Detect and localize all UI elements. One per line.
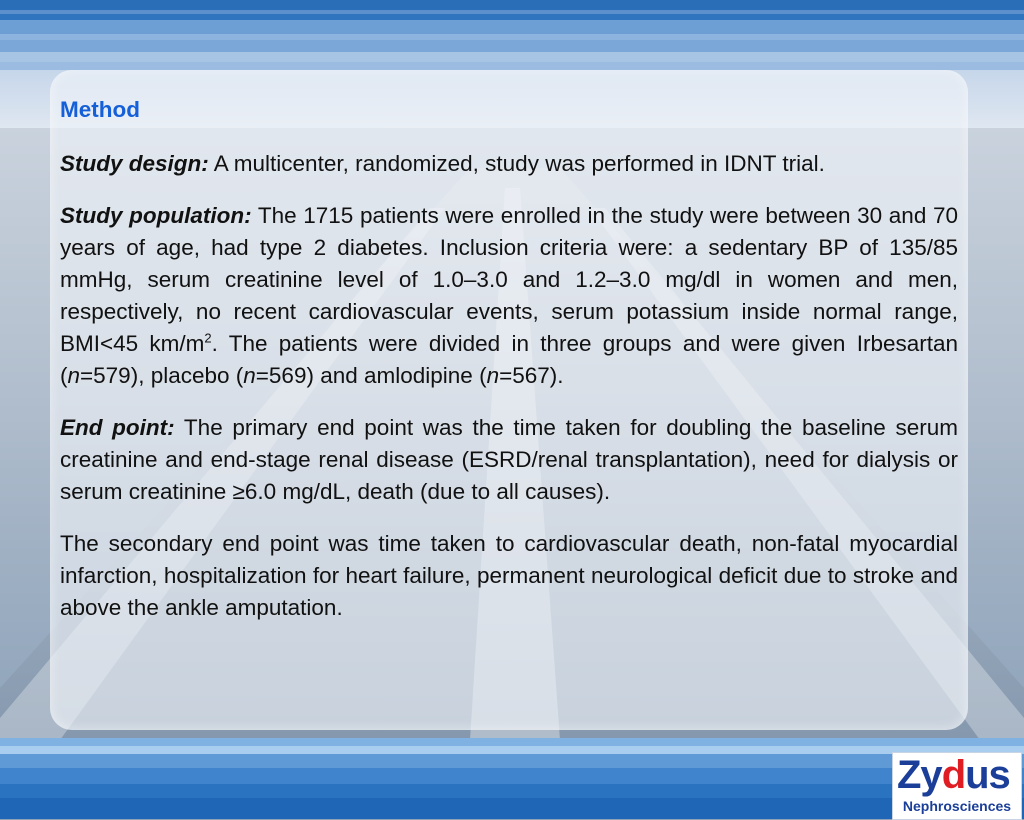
amlodipine-n-value: =567).	[499, 363, 564, 388]
n-label-3: n	[486, 363, 500, 388]
zydus-logo	[892, 752, 1022, 820]
study-population-paragraph	[60, 200, 958, 392]
logo-text-d: d	[941, 753, 966, 797]
study-population-text-1: The 1715 patients were enrolled in the study were between 30 and 70 years of age, had type 2 diabetes. Inclusion criteria were: a sedentary BP of 135/85 mmHg, serum creatinine level of 1.0–3.0 and 1.2–3.0 mg/dl in women and men, respectively, no recent cardiovascular events, serum potassium inside normal range, BMI<45 km/m	[60, 203, 958, 356]
study-design-paragraph	[60, 148, 958, 180]
logo-subtitle: Nephrosciences	[902, 798, 1012, 814]
secondary-end-point-paragraph: The secondary end point was time taken to cardiovascular death, non-fatal myocardial infarction, hospitalization for heart failure, permanent neurological deficit due to stroke and above the ankle amputation.	[60, 531, 958, 620]
slide-content	[60, 96, 958, 644]
n-label-1: n	[67, 363, 81, 388]
irbesartan-n-value: =579), placebo (	[80, 363, 244, 388]
end-point-text: The primary end point was the time taken for doubling the baseline serum creatinine and end-stage renal disease (ESRD/renal transplantation), need for dialysis or serum creatinine ≥6.0 mg/dL, death (due to all causes).	[60, 415, 958, 504]
logo-wordmark	[897, 753, 1021, 797]
study-population-label: Study population:	[60, 203, 252, 228]
study-population-text-2: . The patients were divided in three groups and were given Irbesartan (	[60, 331, 959, 388]
logo-text-zy: Zy	[897, 753, 942, 797]
footer-band	[0, 738, 1024, 819]
logo-text-us: us	[965, 753, 1010, 797]
end-point-paragraph	[60, 412, 958, 508]
superscript-2: 2	[204, 330, 212, 346]
end-point-label: End point:	[60, 415, 175, 440]
section-heading: Method	[60, 97, 140, 122]
placebo-n-value: =569) and amlodipine (	[255, 363, 487, 388]
study-design-text: A multicenter, randomized, study was performed in IDNT trial.	[208, 151, 825, 176]
n-label-2: n	[243, 363, 256, 388]
study-design-label: Study design:	[60, 151, 209, 176]
